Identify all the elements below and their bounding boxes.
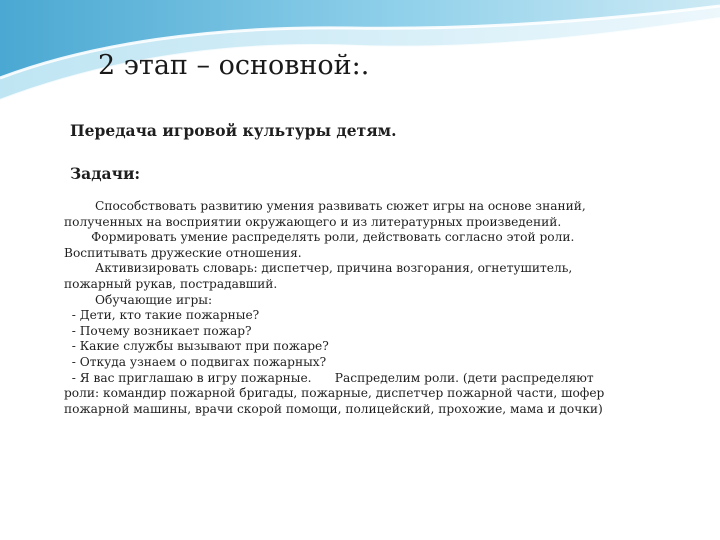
body-line: пожарной машины, врачи скорой помощи, полицейский, прохожие, мама и дочки) (64, 401, 603, 416)
body-line: Способствовать развитию умения развивать сюжет игры на основе знаний, (64, 199, 586, 213)
body-line: пожарный рукав, пострадавший. (64, 276, 278, 291)
body-line: роли: командир пожарной бригады, пожарные, диспетчер пожарной части, шофер (64, 386, 605, 401)
list-item: - Я вас приглашаю в игру пожарные. Распределим роли. (дети распределяют (64, 370, 594, 385)
body-line: Обучающие игры: (64, 292, 213, 307)
body-line: Воспитывать дружеские отношения. (64, 245, 302, 260)
tasks-body (64, 199, 694, 417)
list-item: - Почему возникает пожар? (64, 323, 252, 338)
slide-subtitle: Передача игровой культуры детям. (70, 121, 397, 140)
body-line: Формировать умение распределять роли, действовать согласно этой роли. (64, 230, 575, 245)
list-item: - Дети, кто такие пожарные? (64, 308, 260, 323)
slide-title: 2 этап – основной:. (98, 50, 370, 81)
body-line: Активизировать словарь: диспетчер, причина возгорания, огнетушитель, (64, 261, 573, 276)
body-line: полученных на восприятии окружающего и из литературных произведений. (64, 214, 562, 229)
tasks-heading: Задачи: (70, 164, 141, 183)
list-item: - Какие службы вызывают при пожаре? (64, 339, 329, 354)
list-item: - Откуда узнаем о подвигах пожарных? (64, 354, 327, 369)
